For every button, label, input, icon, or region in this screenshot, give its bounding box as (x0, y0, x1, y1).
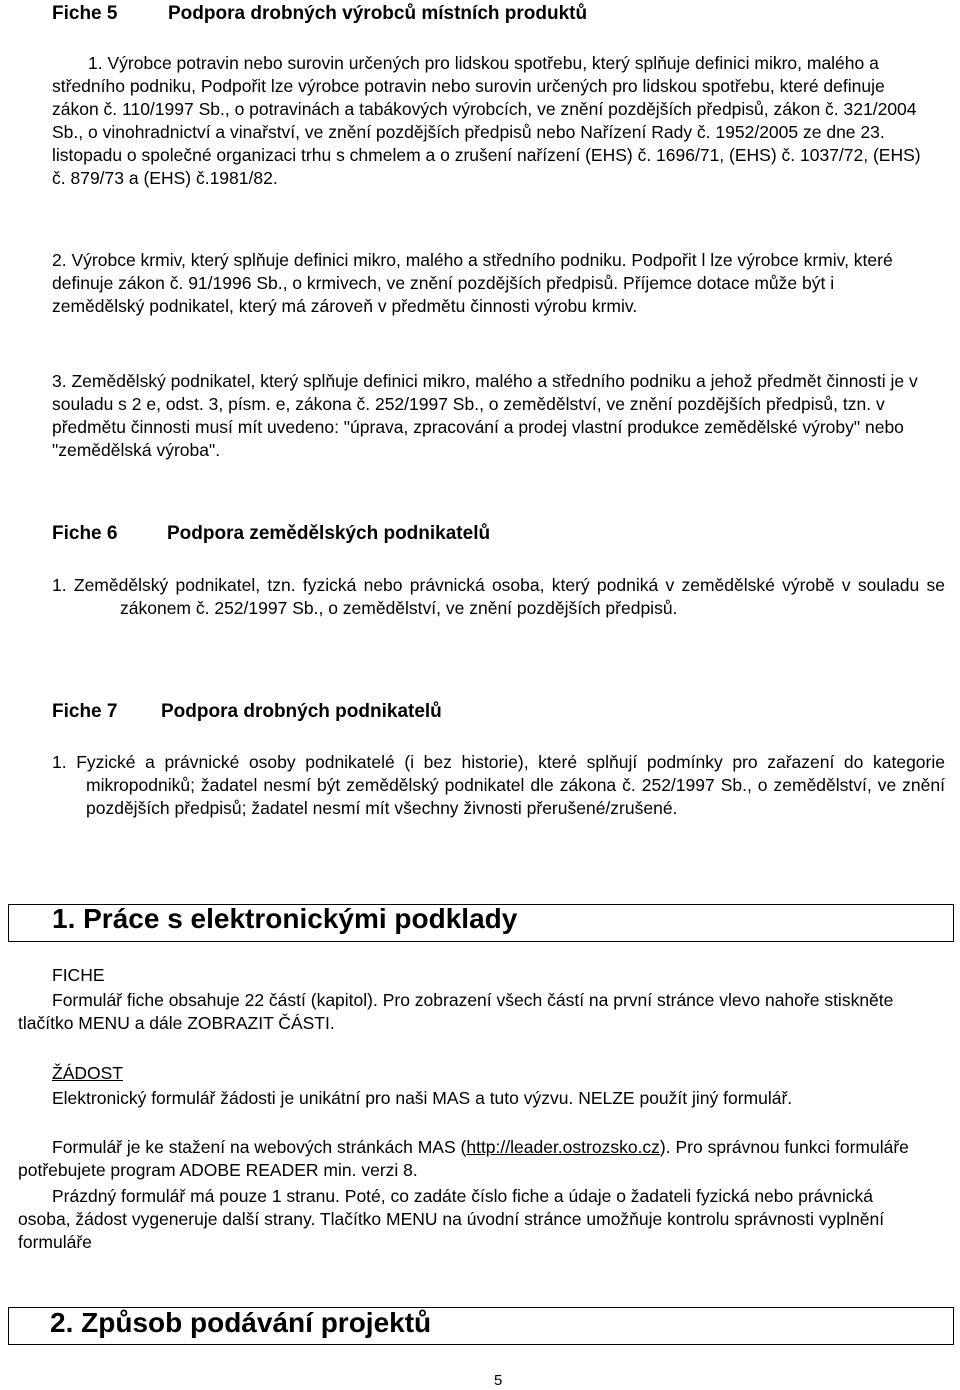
zadost-paragraph-2-start: Formulář je ke stažení na webových stránkách MAS ( (52, 1137, 467, 1157)
fiche6-item-1-text: Zemědělský podnikatel, tzn. fyzická nebo právnická osoba, který podniká v zemědělské výrobě v souladu se zákonem č. 252/1997 Sb., o zemědělství, ve znění pozdějších předpisů. (73, 575, 945, 618)
fiche6-item-1-number: 1. (52, 575, 67, 595)
fiche7-label: Fiche 7 (52, 701, 118, 722)
fiche7-item-1-number: 1. (52, 752, 67, 772)
zadost-paragraph-2 (18, 1136, 938, 1182)
fiche5-item-1-text: Výrobce potravin nebo surovin určených pro lidskou spotřebu, který splňuje definici mikro, malého a středního podniku, Podpořit lze výrobce potravin nebo surovin určených pro lidskou spotřebu, které definuje zákon č. 110/1997 Sb., o potravinách a tabákových výrobcích, ve znění pozdějších předpisů, zákon č. 321/2004 Sb., o vinohradnictví a vinařství, ve znění pozdějších předpisů nebo Nařízení Rady č. 1952/2005 ze dne 23. listopadu o společné organizaci trhu s chmelem a o zrušení nařízení (EHS) č. 1696/71, (EHS) č. 1037/72, (EHS) č. 879/73 a (EHS) č.1981/82. (52, 53, 921, 188)
fiche5-item-1 (52, 52, 930, 190)
fiche5-item-1-number: 1. (88, 53, 103, 73)
fiche5-item-3 (52, 370, 940, 462)
fiche7-title: Podpora drobných podnikatelů (161, 701, 442, 722)
section2-title: 2. Způsob podávání projektů (50, 1307, 432, 1338)
fiche6-label: Fiche 6 (52, 523, 118, 544)
fiche5-item-2 (52, 249, 930, 318)
fiche7-item-1-text: Fyzické a právnické osoby podnikatelé (i bez historie), které splňují podmínky pro zařazení do kategorie mikropodniků; žadatel nesmí být zemědělský podnikatel dle zákona č. 252/1997 Sb., o zemědělství, ve znění pozdějších předpisů; žadatel nesmí mít všechny živnosti přerušené/zrušené. (76, 752, 945, 818)
fiche5-label: Fiche 5 (52, 3, 118, 24)
fiche5-item-2-text: Výrobce krmiv, který splňuje definici mikro, malého a středního podniku. Podpořit l lze výrobce krmiv, které definuje zákon č. 91/1996 Sb., o krmivech, ve znění pozdějších předpisů. Příjemce dotace může být i zemědělský podnikatel, který má zároveň v předmětu činnosti výrobu krmiv. (52, 250, 893, 316)
fiche5-item-3-number: 3. (52, 371, 67, 391)
fiche-heading: FICHE (52, 965, 105, 985)
fiche5-item-2-number: 2. (52, 250, 67, 270)
fiche7-item-1 (52, 751, 945, 820)
fiche6-item-1 (52, 574, 945, 620)
zadost-paragraph-3: Prázdný formulář má pouze 1 stranu. Poté, co zadáte číslo fiche a údaje o žadateli fyzická nebo právnická osoba, žádost vygeneruje další strany. Tlačítko MENU na úvodní stránce umožňuje kontrolu správnosti vyplnění formuláře (18, 1186, 885, 1252)
zadost-paragraph-2-end: ). Pro správnou funkci formuláře potřebujete program ADOBE READER min. verzi 8. (18, 1137, 909, 1180)
zadost-heading: ŽÁDOST (52, 1063, 123, 1083)
section1-title: 1. Práce s elektronickými podklady (52, 903, 518, 934)
fiche5-item-3-text: Zemědělský podnikatel, který splňuje definici mikro, malého a středního podniku a jehož předmět činnosti je v souladu s 2 e, odst. 3, písm. e, zákona č. 252/1997 Sb., o zemědělství, ve znění pozdějších předpisů, tzn. v předmětu činnosti musí mít uvedeno: "úprava, zpracování a prodej vlastní produkce zemědělské výroby" nebo "zemědělská výroba". (52, 371, 918, 460)
page-number: 5 (494, 1372, 503, 1389)
fiche-paragraph: Formulář fiche obsahuje 22 částí (kapitol). Pro zobrazení všech částí na první stránce vlevo nahoře stiskněte tlačítko MENU a dále ZOBRAZIT ČÁSTI. (18, 990, 894, 1033)
fiche6-title: Podpora zemědělských podnikatelů (167, 523, 491, 544)
fiche5-title: Podpora drobných výrobců místních produktů (168, 3, 588, 24)
mas-website-link[interactable]: http://leader.ostrozsko.cz (466, 1137, 660, 1157)
zadost-paragraph-1: Elektronický formulář žádosti je unikátní pro naši MAS a tuto výzvu. NELZE použít jiný formulář. (52, 1088, 793, 1108)
